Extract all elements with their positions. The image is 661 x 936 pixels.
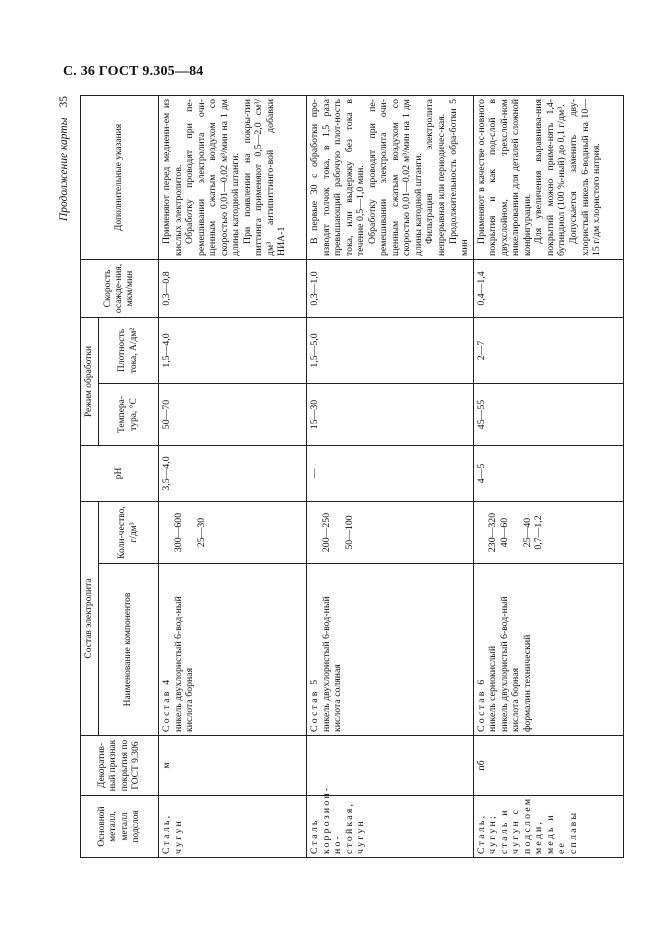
temp-cell: 15—30 <box>307 383 474 445</box>
process-table <box>80 95 624 858</box>
note-paragraph: Обработку проводят при пе-ремешивании электролита очи-щенным сжатым воздухом со скоростью 0,01—0,02 м³/мин на 1 дм длины катодной штанги. <box>366 98 424 256</box>
table-row <box>473 95 623 857</box>
temp-cell: 45—55 <box>473 383 623 445</box>
component-item: кислота соляная <box>332 664 344 732</box>
density-cell: 1,5—5,0 <box>307 317 474 383</box>
quantity-item: 40—60 <box>498 517 510 548</box>
component-item: никель сернокислый <box>487 645 499 732</box>
composition-title: Состав 4 <box>161 677 172 732</box>
table-row <box>307 95 474 857</box>
table-row <box>159 95 307 857</box>
ph-cell: — <box>307 445 474 501</box>
quantity-item: 25—40 <box>521 517 533 548</box>
note-paragraph: Фильтрация электролита непрерывная или периодичес-кая. <box>424 98 448 256</box>
speed-cell: 0,3—1,0 <box>307 259 474 317</box>
header-electrolyte: Состав электролита <box>81 501 99 735</box>
rotated-table-area <box>58 96 610 858</box>
notes-cell <box>307 95 474 259</box>
speed-cell: 0,4—1,4 <box>473 259 623 317</box>
header-metal: Основной металл, металл подслоя <box>81 796 159 858</box>
continuation-text: Продолжение карты <box>58 117 70 222</box>
note-paragraph: Применяют в качестве ос-новного покрытия и как под-слой в двухслойном, трехслой-ном никелировании для деталей сложной конфигурации. <box>475 98 533 256</box>
note-paragraph: Применяют перед меднени-ем из кислых электролитов. <box>161 98 184 256</box>
density-cell: 2—7 <box>473 317 623 383</box>
quantity-item: 25—30 <box>195 517 207 548</box>
header-temp: Темпера-тура, °С <box>99 383 159 445</box>
component-item: кислота борная <box>510 667 522 732</box>
note-paragraph: Продолжительность обра-ботки 5 мин <box>447 98 471 256</box>
quantity-cell <box>307 501 474 563</box>
component-item: никель двухлористый 6-вод-ный <box>320 596 332 732</box>
metal-cell: Сталь, чугун <box>159 796 307 858</box>
note-paragraph: В первые 30 с обработки про-изводят толчок тока, в 1,5 раза превышающий рабочую плот-ность тока, или выдержку без тока в течение 0,5—1,0 мин. <box>309 98 367 256</box>
quantity-item: 50—100 <box>343 515 355 550</box>
notes-cell <box>473 95 623 259</box>
note-paragraph: При появлении на покры-тии питтинга применяют 0,5—2,0 см³/дм³ антипиттинго-вой добавки НИА-1 <box>241 98 288 256</box>
composition-cell <box>307 564 474 736</box>
header-density: Плотность тока, А/дм² <box>99 317 159 383</box>
header-quantity: Коли-чество, г/дм³ <box>99 501 159 563</box>
quantity-item: 0,7—1,2 <box>533 515 545 550</box>
header-decor: Декоратив-ный признак покрытия по ГОСТ 9.306 <box>81 736 159 796</box>
speed-cell: 0,3—0,8 <box>159 259 307 317</box>
ph-cell: 4—5 <box>473 445 623 501</box>
component-item: никель двухлористый 6-вод-ный <box>172 596 184 732</box>
quantity-item: 300—600 <box>172 512 184 553</box>
quantity-item: 230—320 <box>487 512 499 553</box>
notes-cell <box>159 95 307 259</box>
decor-cell: м <box>159 736 307 796</box>
note-paragraph: Обработку проводят при пе-ремешивании электролита очи-щенным сжатым воздухом со скоростью 0,01—0,02 м³/мин на 1 дм длины катодной штанги. <box>184 98 242 256</box>
composition-title: Состав 5 <box>309 677 320 732</box>
composition-cell <box>159 564 307 736</box>
header-components: Наименование компонентов <box>99 564 159 736</box>
ph-cell: 3,5—4,0 <box>159 445 307 501</box>
decor-cell: пб <box>473 736 623 796</box>
quantity-item: 200—250 <box>320 512 332 553</box>
density-cell: 1,5—4,0 <box>159 317 307 383</box>
quantity-cell <box>473 501 623 563</box>
header-notes: Дополнительные указания <box>81 95 159 259</box>
component-item: кислота борная <box>184 667 196 732</box>
header-speed: Скорость осажде-ния, мкм/мин <box>81 259 159 317</box>
page-header: С. 36 ГОСТ 9.305—84 <box>63 64 204 79</box>
composition-title: Состав 6 <box>475 677 487 732</box>
header-ph: pH <box>81 445 159 501</box>
component-item: никель двухлористый 6-вод-ный <box>498 596 510 732</box>
metal-cell: Сталь, чугун; сталь и чугун с подслоем меди, медь и ее сплавы <box>473 796 623 858</box>
quantity-cell <box>159 501 307 563</box>
component-item: формалин технический <box>521 634 533 732</box>
temp-cell: 50—70 <box>159 383 307 445</box>
continuation-label <box>58 96 70 858</box>
metal-cell: Сталь коррозион-но-стойкая, чугун <box>307 796 474 858</box>
map-page-number: 35 <box>58 96 70 108</box>
composition-cell <box>473 564 623 736</box>
header-mode: Режим обработки <box>81 317 99 445</box>
note-paragraph: Для увеличения выравнива-ния покрытий можно приме-нять 1,4-бутиндиол (100 %-ный) до 0,1 г/дм³. <box>533 98 568 256</box>
note-paragraph: Допускается заменить дву-хлористый никель 6-водный на 10—15 г/дм хлористого натрия. <box>568 98 603 256</box>
